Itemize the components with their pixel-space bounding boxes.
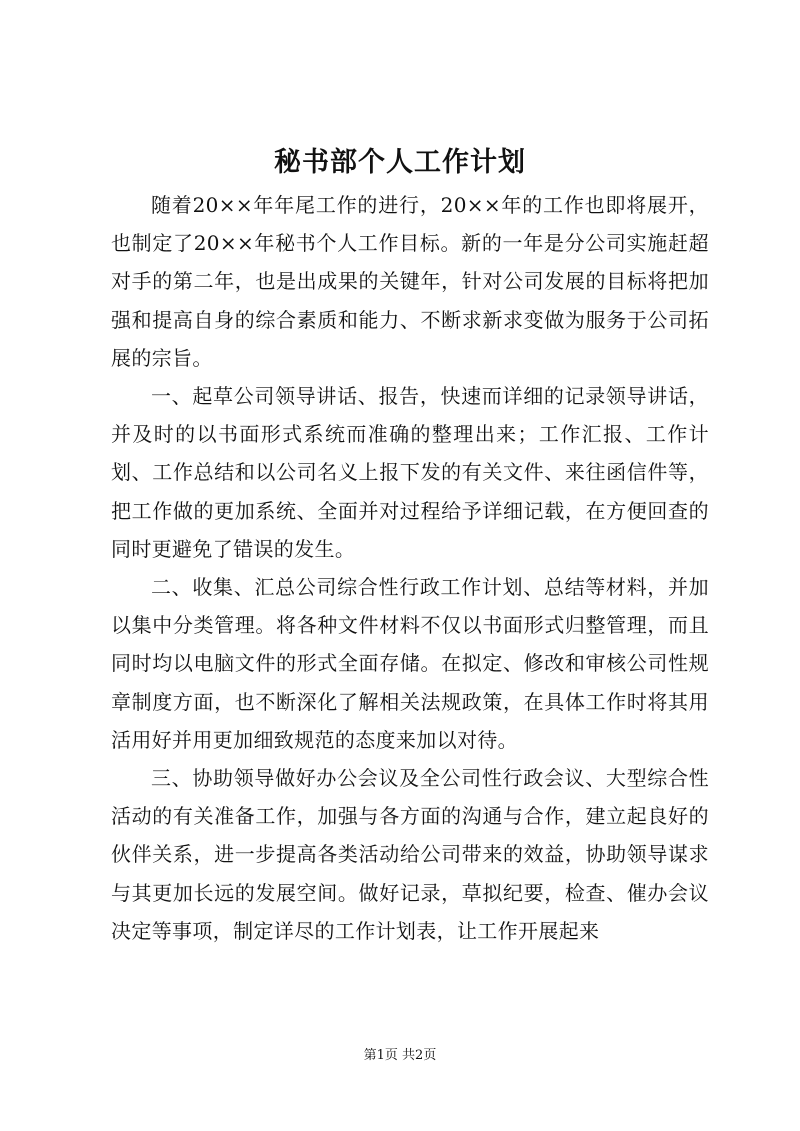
page-number-footer: 第1页 共2页: [363, 1048, 437, 1063]
document-body: [111, 186, 709, 950]
paragraph-item-2: 二、收集、汇总公司综合性行政工作计划、总结等材料，并加以集中分类管理。将各种文件材料不仅以书面形式归整管理，而且同时均以电脑文件的形式全面存储。在拟定、修改和审核公司性规章制度方面，也不断深化了解相关法规政策，在具体工作时将其用活用好并用更加细致规范的态度来加以对待。: [111, 575, 709, 752]
paragraph-item-3: 三、协助领导做好办公会议及全公司性行政会议、大型综合性活动的有关准备工作，加强与各方面的沟通与合作，建立起良好的伙伴关系，进一步提高各类活动给公司带来的效益，协助领导谋求与其更加长远的发展空间。做好记录，草拟纪要，检查、催办会议决定等事项，制定详尽的工作计划表，让工作开展起来: [111, 766, 709, 943]
paragraph-item-1: 一、起草公司领导讲话、报告，快速而详细的记录领导讲话，并及时的以书面形式系统而准确的整理出来；工作汇报、工作计划、工作总结和以公司名义上报下发的有关文件、来往函信件等，把工作做的更加系统、全面并对过程给予详细记载，在方便回查的同时更避免了错误的发生。: [111, 384, 709, 561]
document-title: 秘书部个人工作计划: [274, 147, 526, 178]
paragraph-intro: 随着20××年年尾工作的进行，20××年的工作也即将展开，也制定了20××年秘书个人工作目标。新的一年是分公司实施赶超对手的第二年，也是出成果的关键年，针对公司发展的目标将把加强和提高自身的综合素质和能力、不断求新求变做为服务于公司拓展的宗旨。: [111, 193, 709, 370]
